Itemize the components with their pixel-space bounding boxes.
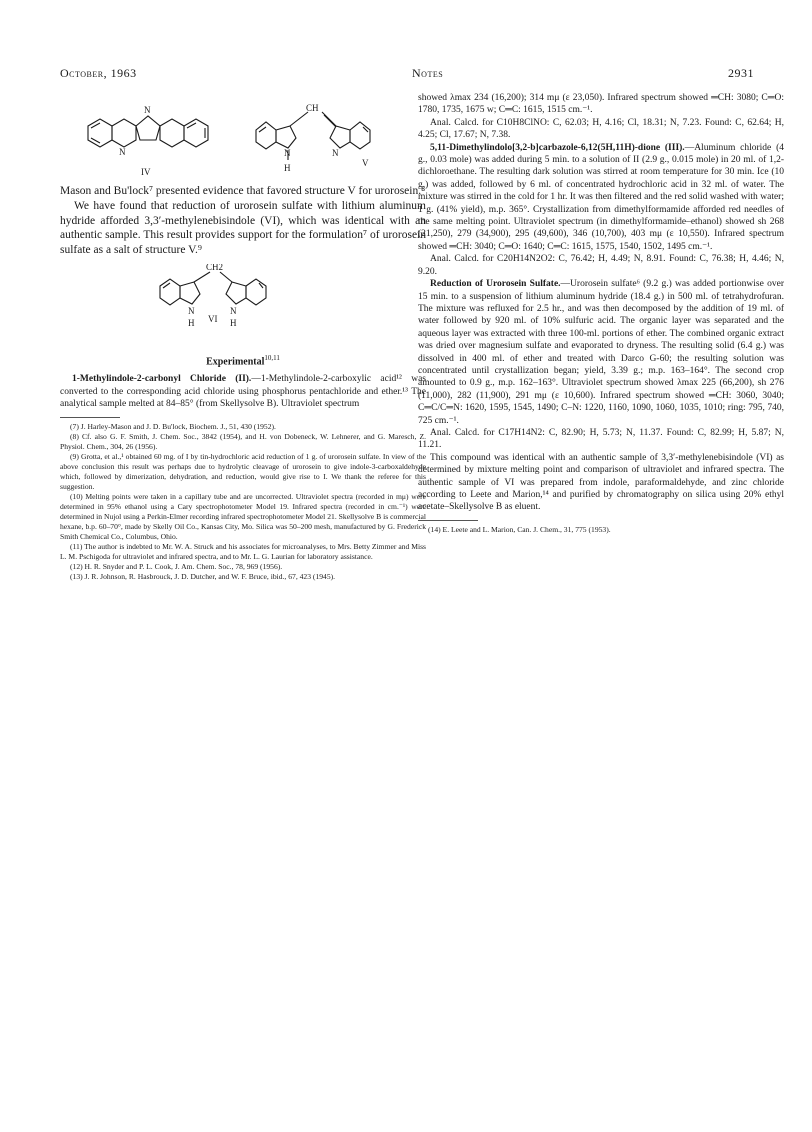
iv-n-label: N — [144, 105, 151, 115]
vi-n-label: N — [188, 305, 195, 316]
compound-ii-analysis: Anal. Calcd. for C10H8ClNO: C, 62.03; H, 4.16; Cl, 18.31; N, 7.23. Found: C, 62.64; H, 4.25; Cl, 17.67; N, 7.38. — [418, 117, 784, 141]
iv-n-label-2: N — [119, 147, 126, 157]
compound-iii-title: 5,11-Dimethylindolo[3,2-b]carbazole-6,12(5H,11H)-dione (III). — [430, 142, 685, 153]
footnote-8: (8) Cf. also G. F. Smith, J. Chem. Soc., 3842 (1954), and H. von Dobeneck, W. Lehnerer, and G. Maresch, Z. Physiol. Chem., 304, 26 (1956). — [60, 431, 426, 451]
v-ring-4 — [350, 122, 370, 149]
identity-paragraph: This compound was identical with an authentic sample of 3,3′-methylenebisindole (VI) as determined by mixture melting point and comparison of ultraviolet and infrared spectra. The authentic sample of VI was prepared from indole, paraformaldehyde, and zinc chloride according to Leete and Marion,¹⁴ and purified by chromatography on silica using 20% ethyl acetate–Skellysolve B as eluent. — [418, 452, 784, 513]
intro-paragraph-1: Mason and Bu'lock⁷ presented evidence that favored structure V for urorosein.⁸ — [60, 185, 426, 197]
compound-ii-spectra: showed λmax 234 (16,200); 314 mμ (ε 23,050). Infrared spectrum showed ═CH: 3080; C═O: 1780, 1735, 1675 w; C═C: 1615, 1515 cm.⁻¹. — [418, 93, 784, 116]
structures-iv-v — [60, 92, 426, 184]
footnote-divider-right — [418, 520, 478, 521]
structure-v-label: V — [362, 158, 369, 168]
running-header-date: October, 1963 — [60, 66, 137, 80]
vi-h-label-2: H — [230, 317, 237, 328]
vi-ch2-label: CH2 — [206, 263, 224, 272]
running-header-section: Notes — [412, 66, 444, 80]
structure-vi-label: VI — [208, 313, 218, 324]
compound-ii-title: 1-Methylindole-2-carbonyl Chloride (II). — [72, 374, 252, 385]
footnote-divider-left — [60, 417, 120, 418]
v-ring-1 — [256, 122, 276, 149]
footnote-9: (9) Grotta, et al.,¹ obtained 60 mg. of I by tin-hydrochloric acid reduction of 1 g. of urorosein sulfate. In view of the above conclusion this result was perhaps due to hydrolytic cleavage of urorosein to give indole-3-carboxaldehyde which, followed by dimerization, dehydration, and reduction, would give rise to I. We thank the referee for this suggestion. — [60, 451, 426, 491]
v-n-label-2: N — [332, 148, 339, 158]
compound-iii-text: —Aluminum chloride (4 g., 0.03 mole) was added during 5 min. to a solution of II (2.9 g., 0.015 mole) in 20 ml. of 1,2-dichloroethane. The resulting dark solution was stirred at room temperature for 30 min. Ice (10 g.) was added, followed by 6 ml. of concentrated hydrochloric acid in 32 ml. of water. The mixture was stirred in the cold for 1 hr. It was then filtered and the red solid washed with water; 1 g. (41% yield), m.p. 365°. Crystallization from dimethylformamide afforded red needles of the same melting point. Ultraviolet spectrum (in dimethylformamide–ethanol) showed sh 268 (21,250), 279 (34,900), 295 (49,600), 346 (10,700), 403 mμ (ε 10,550). Infrared spectrum showed ═CH: 3040; C═O: 1640; C═C: 1615, 1575, 1540, 1502, 1495 cm.⁻¹. — [418, 142, 784, 252]
reduction-title: Reduction of Urorosein Sulfate. — [430, 279, 561, 290]
iv-ring-3 — [136, 116, 160, 140]
iv-ring-4 — [160, 119, 184, 147]
reduction-analysis: Anal. Calcd. for C17H14N2: C, 82.90; H, 5.73; N, 11.37. Found: C, 82.99; H, 5.87; N, 11.21. — [418, 427, 784, 451]
v-n-label: N — [284, 148, 291, 158]
footnote-11: (11) The author is indebted to Mr. W. A. Struck and his associates for microanalyses, to Mrs. Betty Zimmer and Miss L. M. Pschigoda for ultraviolet and infrared spectra, and to Mr. L. G. Laurian for laboratory assistance. — [60, 541, 426, 561]
compound-iii-analysis: Anal. Calcd. for C20H14N2O2: C, 76.42; H, 4.49; N, 8.91. Found: C, 76.38; H, 4.46; N, 9.20. — [418, 254, 784, 277]
footnote-10: (10) Melting points were taken in a capillary tube and are uncorrected. Ultraviolet spectra (recorded in mμ) were determined in 95% ethanol using a Cary spectrophotometer Model 19. Infrared spectra (recorded in cm.⁻¹) were determined in Nujol using a Perkin-Elmer recording infrared spectrophotometer Model 21. Skellysolve B is commercial hexane, b.p. 60–70°, made by Skelly Oil Co., Kansas City, Mo. Silica was 50–200 mesh, manufactured by G. Frederick Smith Chemical Co., Columbus, Ohio. — [60, 491, 426, 541]
vi-ring-2 — [180, 282, 200, 304]
vi-n-label-2: N — [230, 305, 237, 316]
experimental-title: Experimental — [206, 356, 265, 368]
iv-ring-2 — [112, 119, 136, 147]
v-ring-2 — [276, 126, 296, 148]
footnote-7: (7) J. Harley-Mason and J. D. Bu'lock, Biochem. J., 51, 430 (1952). — [70, 421, 276, 431]
v-ch-label: CH — [306, 103, 319, 113]
v-ring-3 — [330, 126, 350, 148]
experimental-heading — [60, 354, 426, 367]
left-column — [60, 92, 426, 582]
footnotes-left — [60, 422, 426, 582]
page-number: 2931 — [728, 66, 754, 80]
footnote-12: (12) H. R. Snyder and P. L. Cook, J. Am. Chem. Soc., 78, 969 (1956). — [70, 561, 283, 571]
vi-ring-1 — [160, 279, 180, 305]
footnotes-right — [418, 525, 784, 535]
experimental-sup: 10,11 — [264, 353, 280, 362]
v-h-label: H — [284, 163, 291, 173]
vi-h-label: H — [188, 317, 195, 328]
footnote-13: (13) J. R. Johnson, R. Hasbrouck, J. D. Dutcher, and W. F. Bruce, ibid., 67, 423 (1945). — [70, 571, 336, 581]
experimental-body — [60, 373, 426, 410]
structure-diagram-vi — [60, 264, 426, 334]
structure-vi — [60, 264, 426, 334]
structure-iv-label: IV — [141, 167, 151, 177]
right-body — [418, 92, 784, 514]
footnote-14: (14) E. Leete and L. Marion, Can. J. Chem., 31, 775 (1953). — [428, 524, 611, 534]
vi-ring-3 — [226, 282, 246, 304]
structure-diagram-iv-v — [60, 92, 426, 184]
intro-paragraph-2: We have found that reduction of urorosein sulfate with lithium aluminum hydride afforded 3,3′-methylenebisindole (VI), which was identical with an authentic sample. This result provides support for the formulation⁷ of urorosein sulfate as a salt of structure V.⁹ — [60, 199, 426, 257]
compound-ii-text: —1-Methylindole-2-carboxylic acid¹² was converted to the corresponding acid chloride using phosphorus pentachloride and ether.¹³ The analytical sample melted at 84–85° (from Skellysolve B). Ultraviolet spectrum — [60, 374, 426, 410]
vi-ring-4 — [246, 279, 266, 305]
right-column — [418, 92, 784, 535]
intro-text — [60, 184, 426, 258]
reduction-text: —Urorosein sulfate⁶ (9.2 g.) was added portionwise over 15 min. to a suspension of lithium aluminum hydride (18.4 g.) in 500 ml. of tetrahydrofuran. The mixture was refluxed for 2.5 hr., and was then decomposed by the addition of 19 ml. of water followed by 920 ml. of 10% sulfuric acid. The organic layer was separated and the aqueous layer was extracted with three 100-ml. portions of ether. The combined organic extract was dried over magnesium sulfate and evaporated to dryness. The resulting solid (6.4 g.) was dissolved in 400 ml. of ether and treated with Darco G-60; the resulting solution was concentrated until crystallization began; yield, 3.39 g.; m.p. 163–164°. The second crop amounted to 0.9 g., m.p. 162–163°. Ultraviolet spectrum showed λmax 225 (66,200), sh 276 (11,000), 282 (11,900), 291 mμ (ε 10,600). Infrared spectrum showed ═CH: 3060, 3040; C═C/C═N: 1620, 1595, 1545, 1490; C–N: 1220, 1160, 1090, 1060, 1035, 1010; ring: 795, 740, 725 cm.⁻¹. — [418, 279, 784, 426]
